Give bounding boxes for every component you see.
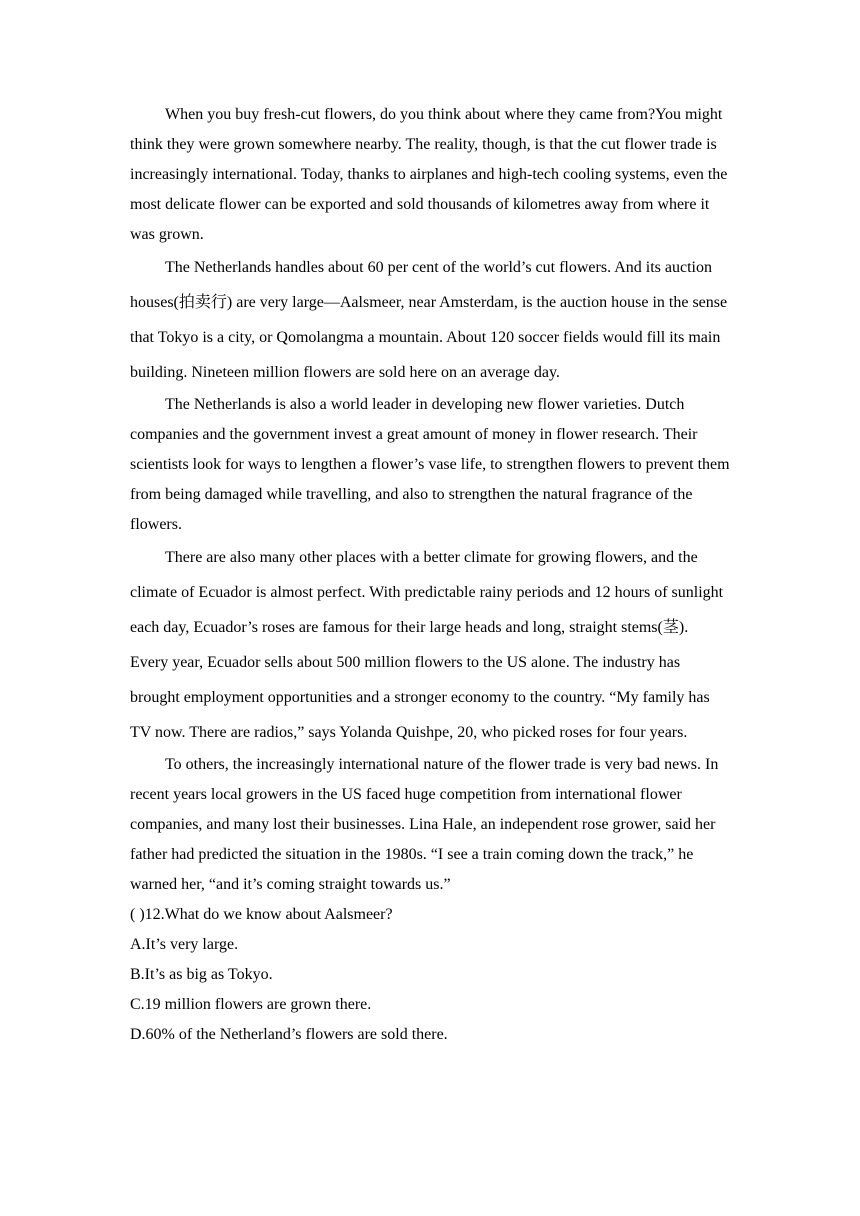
- paragraph-5: To others, the increasingly international nature of the flower trade is very bad news. In recent years local growers in the US faced huge competition from international flower companies, and many lost their businesses. Lina Hale, an independent rose grower, said her father had predicted the situation in the 1980s. “I see a train coming down the track,” he warned her, “and it’s coming straight towards us.”: [130, 756, 719, 893]
- question-stem: ( )12.What do we know about Aalsmeer?: [130, 906, 393, 923]
- option-b: B.It’s as big as Tokyo.: [130, 966, 273, 983]
- reading-passage: [130, 100, 730, 1050]
- option-a: A.It’s very large.: [130, 936, 239, 953]
- paragraph-1: When you buy fresh-cut flowers, do you think about where they came from?You might think they were grown somewhere nearby. The reality, though, is that the cut flower trade is increasingly international. Today, thanks to airplanes and high-tech cooling systems, even the most delicate flower can be exported and sold thousands of kilometres away from where it was grown.: [130, 106, 728, 243]
- question-block: [130, 900, 730, 1050]
- option-d: D.60% of the Netherland’s flowers are sold there.: [130, 1026, 448, 1043]
- paragraph-4: There are also many other places with a better climate for growing flowers, and the climate of Ecuador is almost perfect. With predictable rainy periods and 12 hours of sunlight each day, Ecuador’s roses are famous for their large heads and long, straight stems(茎). Every year, Ecuador sells about 500 million flowers to the US alone. The industry has brought employment opportunities and a stronger economy to the country. “My family has TV now. There are radios,” says Yolanda Quishpe, 20, who picked roses for four years.: [130, 549, 724, 741]
- paragraph-2: The Netherlands handles about 60 per cent of the world’s cut flowers. And its auction houses(拍卖行) are very large—Aalsmeer, near Amsterdam, is the auction house in the sense that Tokyo is a city, or Qomolangma a mountain. About 120 soccer fields would fill its main building. Nineteen million flowers are sold here on an average day.: [130, 259, 728, 381]
- paragraph-3: The Netherlands is also a world leader in developing new flower varieties. Dutch companies and the government invest a great amount of money in flower research. Their scientists look for ways to lengthen a flower’s vase life, to strengthen flowers to prevent them from being damaged while travelling, and also to strengthen the natural fragrance of the flowers.: [130, 396, 730, 533]
- option-c: C.19 million flowers are grown there.: [130, 996, 372, 1013]
